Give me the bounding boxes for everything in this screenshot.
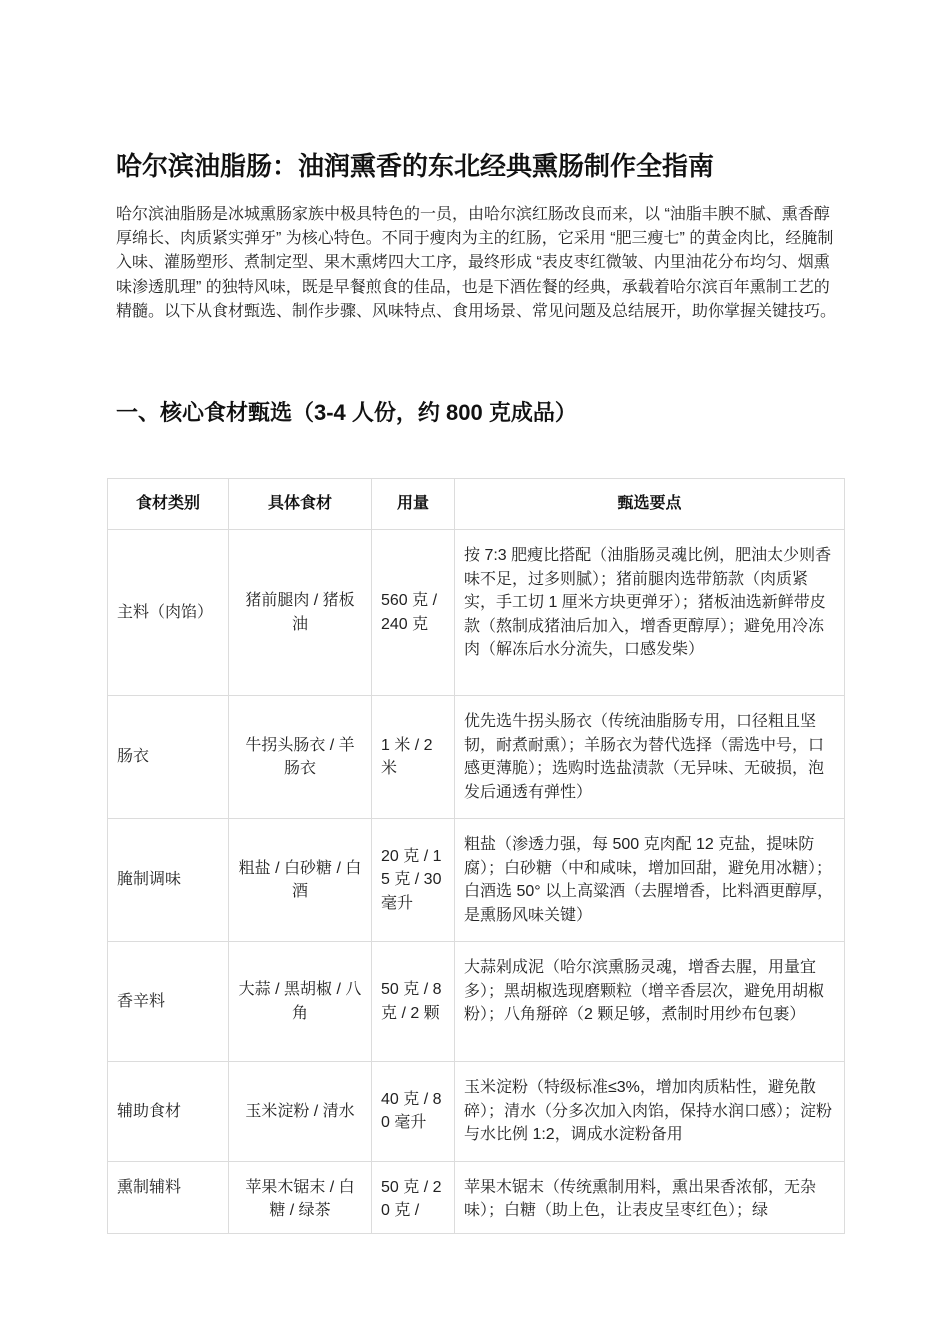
cell-category: 腌制调味	[108, 819, 229, 942]
table-row	[108, 530, 845, 696]
header-category: 食材类别	[108, 479, 229, 530]
cell-amount: 560 克 / 240 克	[372, 530, 455, 696]
cell-ingredient: 牛拐头肠衣 / 羊肠衣	[229, 696, 372, 819]
table-row	[108, 942, 845, 1062]
section-heading-ingredients: 一、核心食材甄选（3-4 人份，约 800 克成品）	[116, 400, 577, 425]
header-ingredient: 具体食材	[229, 479, 372, 530]
cell-notes: 苹果木锯末（传统熏制用料，熏出果香浓郁，无杂味）；白糖（助上色，让表皮呈枣红色）；绿	[455, 1161, 845, 1233]
cell-amount: 50 克 / 20 克 /	[372, 1161, 455, 1233]
cell-notes: 大蒜剁成泥（哈尔滨熏肠灵魂，增香去腥，用量宜多）；黑胡椒选现磨颗粒（增辛香层次，避免用胡椒粉）；八角掰碎（2 颗足够，煮制时用纱布包裹）	[455, 942, 845, 1062]
cell-notes: 优先选牛拐头肠衣（传统油脂肠专用，口径粗且坚韧，耐煮耐熏）；羊肠衣为替代选择（需选中号，口感更薄脆）；选购时选盐渍款（无异味、无破损，泡发后通透有弹性）	[455, 696, 845, 819]
cell-amount: 40 克 / 80 毫升	[372, 1062, 455, 1162]
table-row	[108, 1161, 845, 1233]
document-title: 哈尔滨油脂肠：油润熏香的东北经典熏肠制作全指南	[116, 151, 715, 181]
header-amount: 用量	[372, 479, 455, 530]
table-header-row	[108, 479, 845, 530]
cell-category: 辅助食材	[108, 1062, 229, 1162]
cell-ingredient: 猪前腿肉 / 猪板油	[229, 530, 372, 696]
cell-category: 肠衣	[108, 696, 229, 819]
cell-amount: 1 米 / 2 米	[372, 696, 455, 819]
cell-category: 香辛料	[108, 942, 229, 1062]
cell-category: 熏制辅料	[108, 1161, 229, 1233]
cell-ingredient: 苹果木锯末 / 白糖 / 绿茶	[229, 1161, 372, 1233]
cell-amount: 20 克 / 15 克 / 30 毫升	[372, 819, 455, 942]
cell-amount: 50 克 / 8 克 / 2 颗	[372, 942, 455, 1062]
table-row	[108, 819, 845, 942]
cell-ingredient: 粗盐 / 白砂糖 / 白酒	[229, 819, 372, 942]
ingredients-table	[107, 478, 845, 1234]
header-notes: 甄选要点	[455, 479, 845, 530]
cell-notes: 粗盐（渗透力强，每 500 克肉配 12 克盐，提味防腐）；白砂糖（中和咸味，增加回甜，避免用冰糖）；白酒选 50° 以上高粱酒（去腥增香，比料酒更醇厚，是熏肠风味关键）	[455, 819, 845, 942]
table-row	[108, 696, 845, 819]
cell-category: 主料（肉馅）	[108, 530, 229, 696]
table-row	[108, 1062, 845, 1162]
cell-notes: 玉米淀粉（特级标准≤3%，增加肉质粘性，避免散碎）；清水（分多次加入肉馅，保持水润口感）；淀粉与水比例 1:2，调成水淀粉备用	[455, 1062, 845, 1162]
cell-ingredient: 玉米淀粉 / 清水	[229, 1062, 372, 1162]
cell-ingredient: 大蒜 / 黑胡椒 / 八角	[229, 942, 372, 1062]
cell-notes: 按 7:3 肥瘦比搭配（油脂肠灵魂比例，肥油太少则香味不足，过多则腻）；猪前腿肉选带筋款（肉质紧实，手工切 1 厘米方块更弹牙）；猪板油选新鲜带皮款（熬制成猪油后加入，增香更醇厚）；避免用冷冻肉（解冻后水分流失，口感发柴）	[455, 530, 845, 696]
intro-paragraph: 哈尔滨油脂肠是冰城熏肠家族中极具特色的一员，由哈尔滨红肠改良而来，以 “油脂丰腴不腻、熏香醇厚绵长、肉质紧实弹牙” 为核心特色。不同于瘦肉为主的红肠，它采用 “肥三瘦七” 的黄金肉比，经腌制入味、灌肠塑形、煮制定型、果木熏烤四大工序，最终形成 “表皮枣红微皱、内里油花分布均匀、烟熏味渗透肌理” 的独特风味，既是早餐煎食的佳品，也是下酒佐餐的经典，承载着哈尔滨百年熏制工艺的精髓。以下从食材甄选、制作步骤、风味特点、食用场景、常见问题及总结展开，助你掌握关键技巧。	[116, 206, 837, 320]
